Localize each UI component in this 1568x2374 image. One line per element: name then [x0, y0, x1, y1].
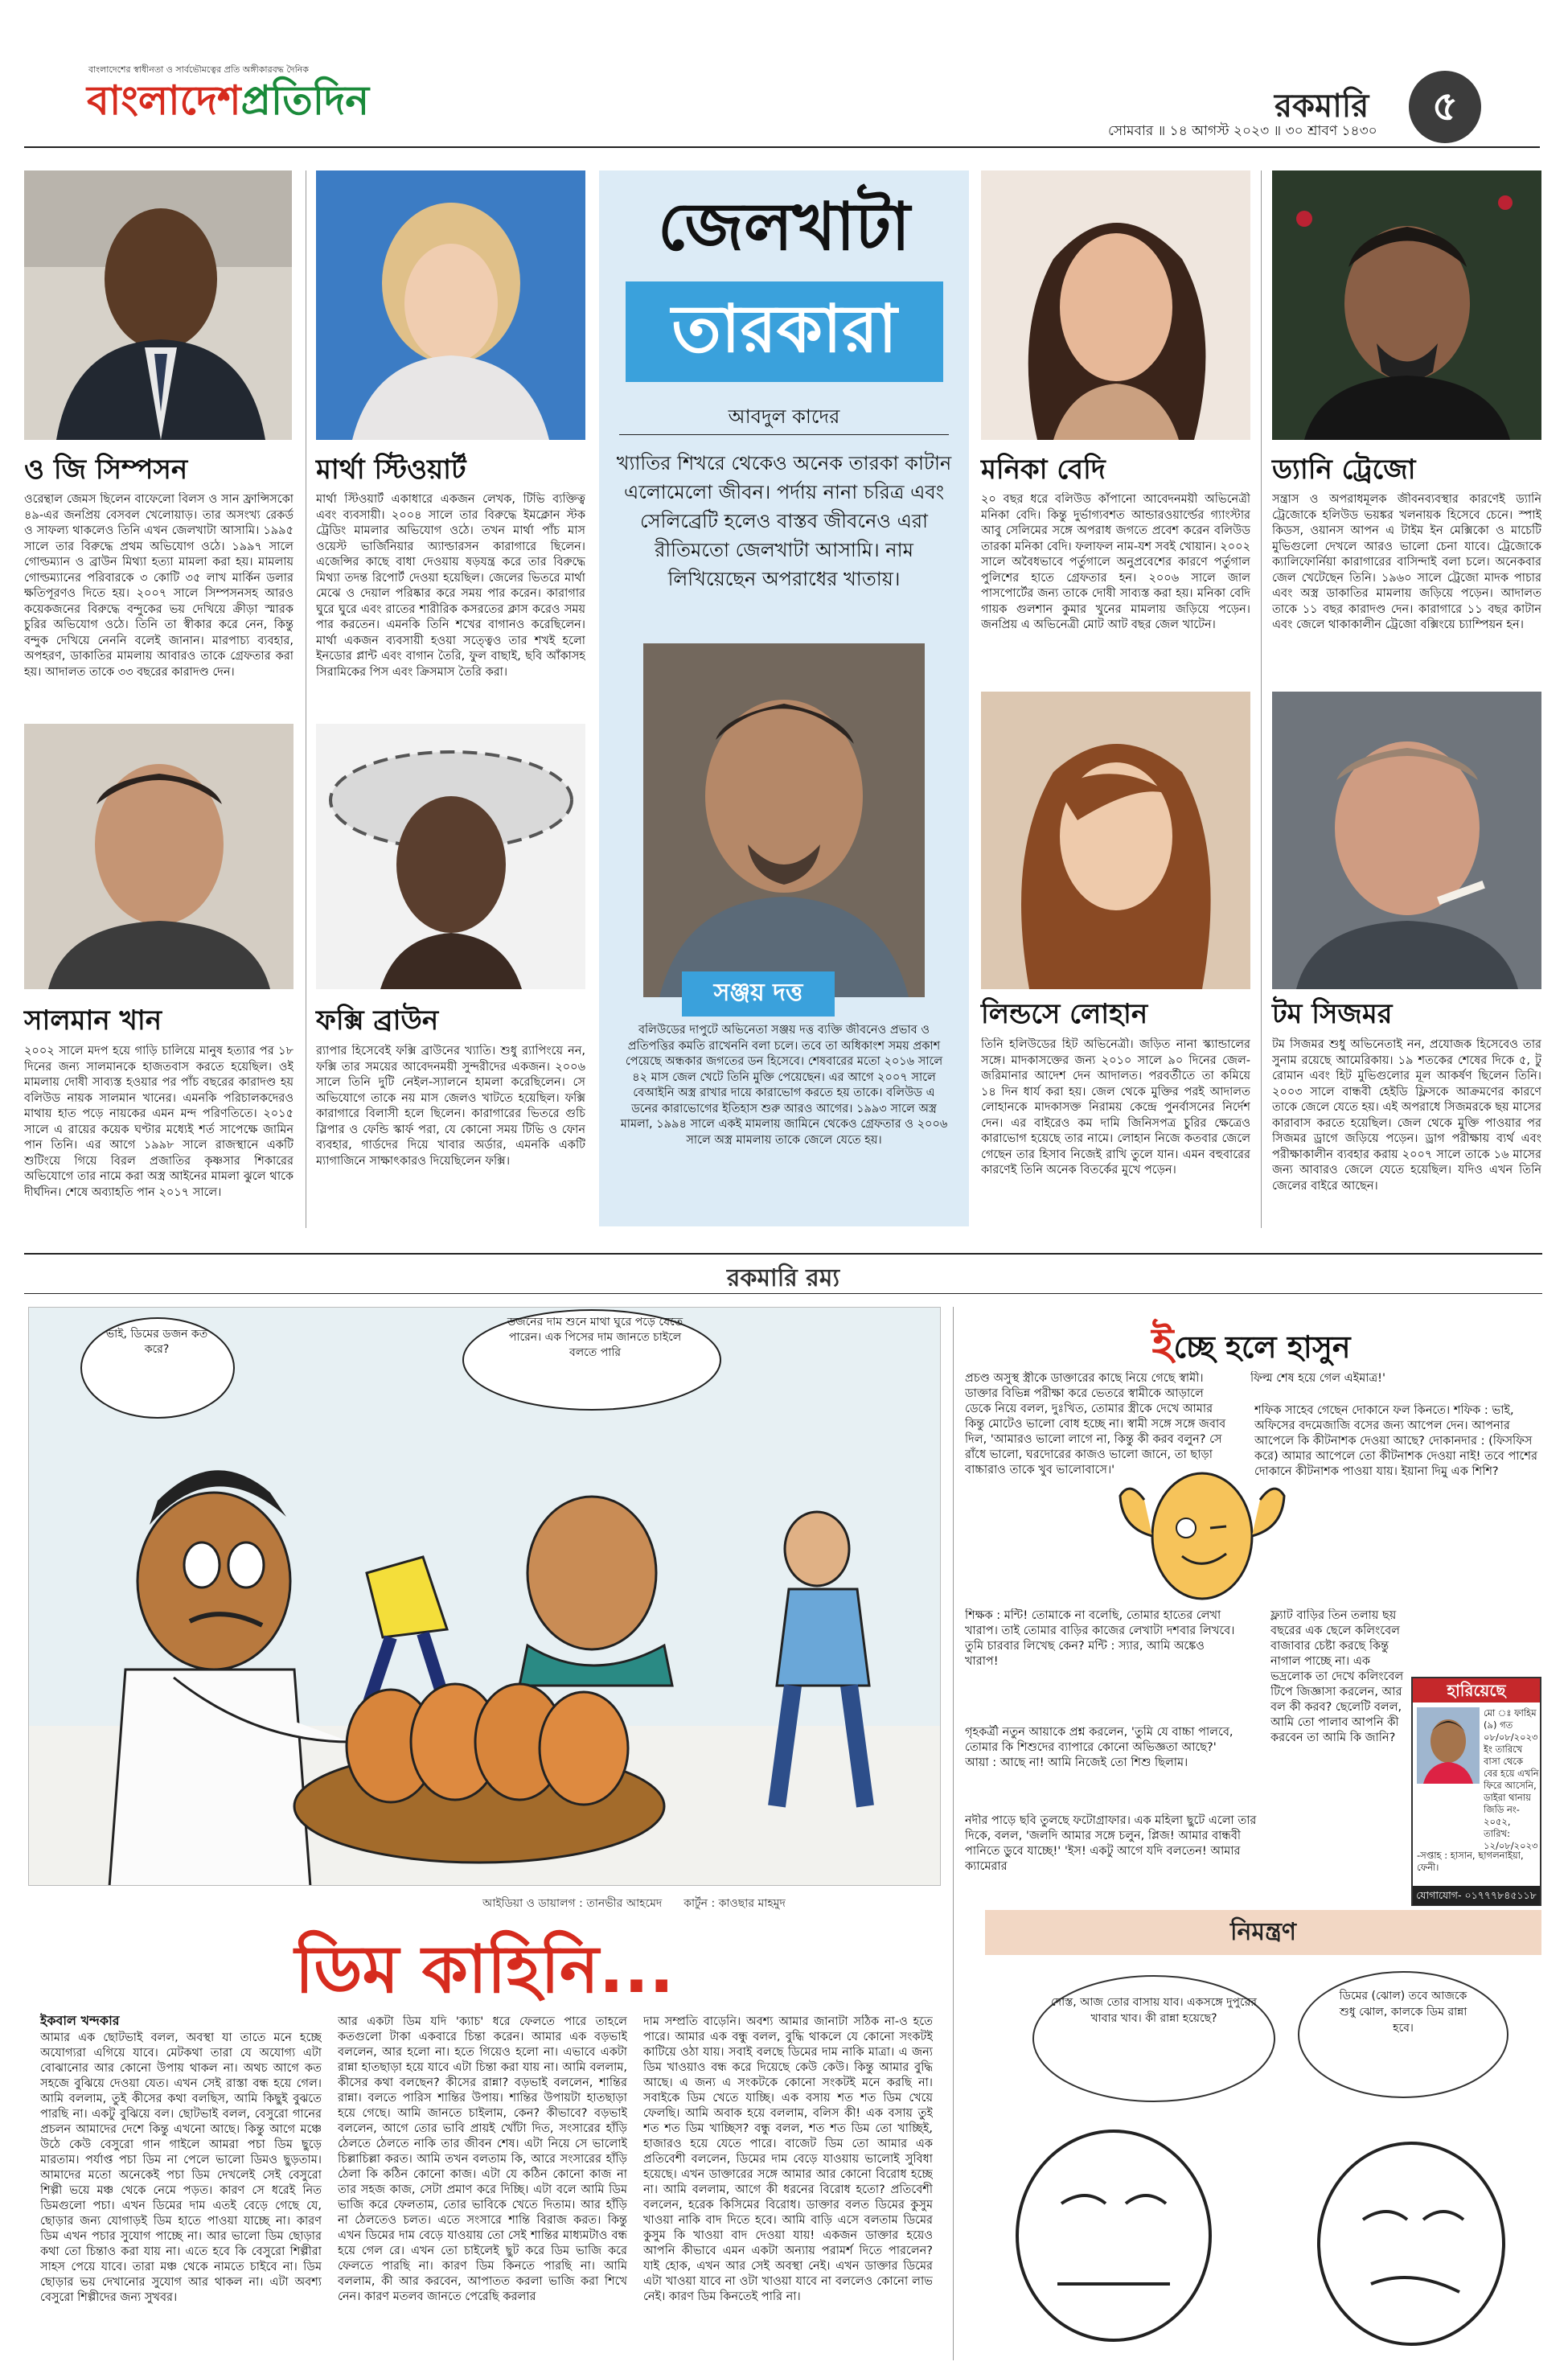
monica-bedi-photo — [981, 170, 1250, 440]
egg-cartoon — [28, 1307, 941, 1886]
bottom-col-divider — [953, 1307, 954, 2360]
issue-date: সোমবার ॥ ১৪ আগস্ট ২০২৩ ॥ ৩০ শ্রাবণ ১৪৩০ — [1108, 123, 1377, 139]
page-number: ৫ — [1431, 83, 1459, 129]
martha-stewart-name: মার্থা স্টিওয়ার্ট — [316, 454, 466, 486]
joke-2: শিক্ষক : মন্টি! তোমাকে না বলেছি, তোমার হাতের লেখা খারাপ। তাই তোমার বাড়ির কাজের লেখাটা দশবার লিখবে। তুমি চারবার লিখেছ কেন? মন্টি : স্যার, আমি অঙ্কেও খারাপ! — [965, 1609, 1235, 1668]
martha-stewart-photo — [316, 170, 585, 440]
foxy-brown-text: র‌্যাপার হিসেবেই ফক্সি ব্রাউনের খ্যাতি। শুধু র‌্যাপিংয়ে নন, ফক্সি তার সময়ের আবেদনময়ী সুন্দরীদের একজন। ২০০৬ সালে তিনি দুটি নেইল-স্যালনে হামলা করেছিলেন। সে অভিযোগে তাকে নয় মাস জেলও খাটতে হয়েছিল। ফক্সি কারাগারে বিলাসী হলে ছিলেন। কারাগারের ভিতরে গুচি স্লিপার ও ফেন্ডি স্কার্ফ পরা, যে কোনো সময় টিভি ও ফোন ব্যবহার, গার্ডদের দিয়ে খাবার অর্ডার, এমনকি একটি ম্যাগাজিনে সাক্ষাৎকারও দিয়েছিলেন ফক্সি। — [316, 1045, 585, 1168]
salman-khan-name: সালমান খান — [24, 1004, 162, 1037]
oj-simpson-name: ও জি সিম্পসন — [24, 454, 188, 486]
lindsay-lohan-name: লিন্ডসে লোহান — [981, 998, 1148, 1030]
logo-part2: প্রতিদিন — [240, 77, 370, 124]
egg-story-title: ডিম কাহিনি... — [294, 1932, 675, 2008]
cartoon-credits — [482, 1894, 786, 1913]
missing-child-photo — [1417, 1707, 1480, 1784]
oj-simpson-text: ওরেন্থাল জেমস ছিলেন বাফেলো বিলস ও সান ফ্রান্সিসকো ৪৯-এর জনপ্রিয় বেসবল খেলোয়াড়। তার অসংখ্য রেকর্ড ও সাফল্য থাকলেও তিনি এখন জেলখাটা আসামি। ১৯৯৫ সালে তার বিরুদ্ধে প্রথম অভিযোগ ওঠে। ১৯৯৭ সালে গোল্ডম্যান ও ব্রাউন মিথ্যা হত্যা মামলা করা হয়। মামলায় গোল্ডম্যানের পরিবারকে ৩ কোটি ৩৫ লাখ মার্কিন ডলার ক্ষতিপূরণও দিতে হয়। ২০০৭ সালে সিম্পসনসহ আরও কয়েকজনের বিরুদ্ধে বন্দুকের ভয় দেখিয়ে ক্রীড়া স্মারক চুরির অভিযোগ ওঠে। তিনি তা স্বীকার করে নেন, কিন্তু বন্দুক দেখিয়ে নেননি বলেই জানান। মারপাচ্য ব্যবহার, অপহরণ, ডাকাতির মামলায় আবারও তাকে গ্রেফতার করা হয়। আদালত তাকে ৩৩ বছরের কারাদণ্ড দেন। — [24, 493, 293, 679]
masthead-tagline: বাংলাদেশের স্বাধীনতা ও সার্বভৌমত্বের প্রতি অঙ্গীকারবদ্ধ দৈনিক — [88, 64, 309, 75]
sanjay-dutt-name: সঞ্জয় দত্ত — [682, 971, 835, 1017]
feature-title-line1: জেলখাটা — [658, 189, 910, 265]
feature-title-line2: তারকারা — [626, 281, 943, 382]
section-rule — [24, 1253, 1542, 1255]
missing-title: হারিয়েছে — [1413, 1678, 1540, 1702]
tom-sizemore-name: টম সিজমর — [1272, 998, 1393, 1030]
foxy-brown-name: ফক্সি ব্রাউন — [316, 1004, 439, 1037]
egg-mascot-illustration — [1106, 1456, 1299, 1608]
hasun-title — [961, 1311, 1541, 1381]
danny-trejo-photo — [1272, 170, 1541, 440]
egg-story-col1: আমার এক ছোটভাই বলল, অবস্থা যা তাতে মনে হচ্ছে অযোগ্যরা এগিয়ে যাবে। মেটকথা তারা যে অযোগ্য এটা বোঝানোর আর কোনো উপায় থাকল না। অথচ আগে কত সহজে বুঝিয়ে দেওয়া যেত। এখন সেই রাস্তা বন্ধ হয়ে গেল। আমি বললাম, তুই কীসের কথা বলছিস, আমি কিছুই বুঝতে পারছি না। একটু বুঝিয়ে বল। ছোটভাই বলল, বেসুরো গানের প্রচলন আমাদের দেশে কিন্তু এখনো আছে। কিন্তু আগে মঞ্চে উঠে কেউ বেসুরো গান গাইলে আমরা পচা ডিম ছুড়ে মারতাম। পর্যাপ্ত পচা ডিম না পেলে ভালো ডিমও ছুড়তাম। আমাদের মতো অনেকেই পচা ডিম দেখলেই সেই বেসুরো শিল্পী ভয়ে মঞ্চ থেকে নেমে পড়ত। কারণ সে ধরেই নিত ডিমগুলো পচা। এখন ডিমের দাম এতই বেড়ে গেছে যে, ছোড়ার জন্য যোগাড়ই ডিম হাতে পাওয়া যাচ্ছে না। কারণ ডিম এখন পচার সুযোগ পাচ্ছে না। আর ভালো ডিম ছোড়ার কথা তো চিন্তাও করা যায় না। এতে হবে কি বেসুরো শিল্পীরা সাহস পেয়ে যাবে। তারা মঞ্চ থেকে নামতে চাইবে না। ডিম ছোড়ার ভয় দেখানোর সুযোগ আর থাকল না। এটা অবশ্য বেসুরো শিল্পীদের জন্য সুখবর। — [40, 2031, 322, 2304]
logo[interactable] — [87, 76, 369, 125]
author-rule — [619, 434, 949, 435]
joke-6: ফ্ল্যাট বাড়ির তিন তলায় ছয় বছরের এক ছেলে কলিংবেল বাজাবার চেষ্টা করছে কিন্তু নাগাল পাচ্ছে না। এক ভদ্রলোক তা দেখে কলিংবেল টিপে জিজ্ঞাসা করলেন, আর বল কী করব? ছেলেটি বলল, আমি তো পালাব আপনি কী করবেন তা আমি কি জানি? — [1270, 1609, 1404, 1744]
joke-5: শফিক সাহেব গেছেন দোকানে ফল কিনতে। শফিক : ভাই, অফিসের বদমেজাজি বসের জন্য আপেল দেন। আপনার আপেলে কি কীটনাশক দেওয়া আছে? দোকানদার : (ফিসফিস করে) আমার আপেলে তো কীটনাশক দেওয়া নাই! তবে পাশের দোকানে কীটনাশক পাওয়া যায়। ইয়ানা দিমু এক শিশি? — [1254, 1404, 1537, 1478]
oj-simpson-photo — [24, 170, 292, 440]
lindsay-lohan-photo — [981, 692, 1250, 989]
logo-part1: বাংলাদেশ — [87, 77, 241, 124]
missing-sender: -সপ্তাহ : হাসান, ছাগলনাইয়া, ফেনী। — [1417, 1850, 1524, 1873]
sanjay-dutt-text: বলিউডের দাপুটে অভিনেতা সঞ্জয় দত্ত ব্যক্তি জীবনেও প্রভাব ও প্রতিপত্তির কমতি রাখেননি বলা চলে। তবে তা অধিকাংশ সময় প্রকাশ পেয়েছে অন্ধকার জগতের ডন হিসেবে। শেষবারের মতো ২০১৬ সালে ৪২ মাস জেল খেটে তিনি মুক্তি পেয়েছেন। এর আগে ২০০৭ সালে বেআইনি অস্ত্র রাখার দায়ে কারাভোগ করতে হয় তাকে। বলিউড এ ডনের কারাভোগের ইতিহাস শুরু আরও আগের। ১৯৯৩ সালে অস্ত্র মামলা, ১৯৯৪ সালে একই মামলায় জামিনে থেকেও গ্রেফতার ও ২০০৬ সালে অস্ত্র মামলায় তাকে জেলে যেতে হয়। — [620, 1024, 948, 1147]
joke-1: প্রচণ্ড অসুস্থ স্ত্রীকে ডাক্তারের কাছে নিয়ে গেছে স্বামী। ডাক্তার বিভিন্ন পরীক্ষা করে ভেতরে স্বামীকে আড়ালে ডেকে নিয়ে বলল, দুঃখিত, তোমার স্ত্রীকে দেখে আমার কিন্তু মোটেও ভালো বোধ হচ্ছে না। স্বামী সঙ্গে সঙ্গে জবাব দিল, 'আমারও ভালো লাগে না, কিন্তু কী করব বলুন? সে রাঁধে ভালো, ঘরদোরের কাজও ভালো জানে, তা ছাড়া বাচ্চারাও তাকে খুব ভালোবাসে।' — [965, 1372, 1226, 1477]
hasun-title-first: ই — [1151, 1320, 1174, 1368]
missing-contact[interactable]: যোগাযোগ- ০১৭৭৭৮৪৫১১৮ — [1413, 1886, 1540, 1905]
foxy-brown-photo — [316, 724, 585, 989]
rommo-section-title: রকমারি রম্য — [726, 1264, 840, 1292]
danny-trejo-text: সন্ত্রাস ও অপরাধমূলক জীবনব্যবস্থার কারণেই ড্যানি ট্রেজোকে হলিউড ভয়ঙ্কর খলনায়ক হিসেবে চেনে। স্পাই কিডস, ওয়ানস আপন এ টাইম ইন মেক্সিকো ও মাচেটি মুভিগুলো দেখলে আরও ভালো চেনা যাবে। ট্রেজোকে ক্যালিফোর্নিয়া কারাগারের বাসিন্দাই বলা চলে। অনেকবার জেল খেটেছেন তিনি। ১৯৬০ সালে ট্রেজো মাদক পাচার এবং অস্ত্র ডাকাতির মামলায় জড়িয়ে পড়েন। আদালত তাকে ১১ বছর কারাদণ্ড দেন। কারাগারে ১১ বছর কাটান এবং জেলে থাকাকালীন ট্রেজো বক্সিংয়ে চ্যাম্পিয়ন হন। — [1272, 493, 1541, 631]
salman-khan-text: ২০০২ সালে মদপ হয়ে গাড়ি চালিয়ে মানুষ হত্যার পর ১৮ দিনের জন্য সালমানকে হাজতবাস করতে হয়েছিল। ওই মামলায় দোষী সাব্যস্ত হওয়ার পর পাঁচ বছরের কারাদণ্ড হয় বলিউড নায়ক সালমান খানের। এমনকি পরিচালকদেরও মাথায় হাত পড়ে নায়কের এমন মন্দ পরিণতিতে। ২০১৫ সালে এ রায়ের কয়েক ঘণ্টার মধ্যেই শর্ত সাপেক্ষে জামিন পান তিনি। এর আগে ১৯৯৮ সালে রাজস্থানে একটি শুটিংয়ে গিয়ে বিরল প্রজাতির কৃষ্ণসার শিকারের অভিযোগে তার নামে করা অস্ত্র আইনের মামলা ঝুলে থাকে দীর্ঘদিন। শেষে অব্যাহতি পান ২০১৭ সালে। — [24, 1045, 293, 1199]
idea-credit: আইডিয়া ও ডায়ালগ : তানভীর আহমেদ — [482, 1897, 663, 1910]
cartoon-bubble-customer: ভাই, ডিমের ডজন কত করে? — [105, 1328, 208, 1356]
cartoon-credit: কার্টুন : কাওছার মাহমুদ — [683, 1897, 786, 1910]
masthead — [0, 0, 1568, 153]
missing-details: মো ঃ ফাহিম (৯) গত ০৮/০৮/২০২৩ ইং তারিখে বাসা থেকে বের হয়ে এখনি ফিরে আসেনি, ডাইরা থানায় জিডি নং- ২০৫২, তারিখ: ১২/০৮/২০২৩ — [1484, 1707, 1539, 1851]
salman-khan-photo — [24, 724, 293, 989]
nimontron-bubble-right: ডিমের (ঝোল) তবে আজকে শুধু ঝোল, কালকে ডিম রান্না হবে। — [1339, 1990, 1467, 2035]
egg-story-col2: আর একটা ডিম যদি 'ক্যাচ' ধরে ফেলতে পারে তাহলে কতগুলো টাকা একবারে চিন্তা করেন। আমার এক বড়ভাই বললেন, আর হলো না। হতে গিয়েও হলো না। এভাবে একটা রান্না হাতছাড়া হয়ে যাবে এটা চিন্তা করা যায় না। আমি বললাম, কীসের কথা বলছেন? কীসের রান্না? বড়ভাই বললেন, শান্তির রান্না। বলতে পারিস শান্তির উপায়। শান্তির উপায়টা হাতছাড়া হয়ে গেছে। আমি জানতে চাইলাম, কেন? কীভাবে? বড়ভাই বললেন, আগে তোর ভাবি প্রায়ই খোঁটা দিত, সংসারের হাঁড়ি ঠেলতে ঠেলতে নাকি তার জীবন শেষ। এটা নিয়ে সে ভালোই চিল্লাচিল্লা করত। আমি তখন বলতাম কি, আরে সংসারের হাঁড়ি ঠেলা কি কঠিন কোনো কাজ। এটা যে কঠিন কোনো কাজ না তার সহজ কাজ, সেটা প্রমাণ করে দিচ্ছি। এটা বলে আমি ডিম ভাজি করে ফেলতাম, তোর ভাবিকে খেতে দিতাম। আর হাঁড়ি না ঠেলতেও চলত। এতে সংসারে শান্তি বিরাজ করত। কিন্তু এখন ডিমের দাম বেড়ে যাওয়ায় তো সেই শান্তির মাধ্যমটাও বন্ধ হয়ে গেল রে। এখন তো চাইলেই ছুট করে ডিম ভাজি করে ফেলতে পারছি না। কারণ ডিম কিনতে পারছি না। আমি বললাম, কী আর করবেন, আপাতত করলা ভাজি করা শিখে নেন। কারণ মতলব জানতে পেরেছি করলার — [338, 2015, 627, 2303]
cartoon-bubble-seller: ডজনের দাম শুনে মাথা ঘুরে পড়ে যেতে পারেন। এক পিসের দাম জানতে চাইলে বলতে পারি — [507, 1316, 683, 1359]
danny-trejo-name: ড্যানি ট্রেজো — [1272, 454, 1416, 486]
joke-4: নদীর পাড়ে ছবি তুলছে ফটোগ্রাফার। এক মহিলা ছুটে এলো তার দিকে, বলল, 'জলদি আমার সঙ্গে চলুন, প্লিজ! আমার বান্ধবী পানিতে ডুবে যাচ্ছে!' 'ইস! একটু আগে যদি বলতেন! আমার ক্যামেরার — [965, 1814, 1257, 1873]
martha-stewart-text: মার্থা স্টিওয়ার্ট একাধারে একজন লেখক, টিভি ব্যক্তিত্ব এবং ব্যবসায়ী। ২০০৪ সালে তার বিরুদ্ধে ইমক্লোন স্টক ট্রেডিং মামলার অভিযোগ ওঠে। তখন মার্থা পাঁচ মাস ওয়েস্ট ভার্জিনিয়ার অ্যাল্ডারসন কারাগারে ছিলেন। এজেন্সির কাছে বাধা দেওয়ায় ষড়যন্ত্র করে তার বিরুদ্ধে মিথ্যা তদন্ত রিপোর্ট দেওয়া হয়েছিল। জেলের ভিতরে মার্থা মেঝে ও দেয়াল পরিষ্কার করে সময় পার করেন। কারাগার ঘুরে ঘুরে এবং রাতের শারীরিক কসরতের ক্লাস করেও সময় পার করতেন। এমনকি তিনি শখের বাগানও করেছিলেন। মার্থা একজন ব্যবসায়ী হওয়া সত্ত্বেও তার শখই হলো ইনডোর প্লান্ট এবং বাগান তৈরি, ফুল বাছাই, ছবি আঁকাসহ সিরামিকের পিস এবং ক্রিসমাস তৈরি করা। — [316, 493, 585, 679]
monica-bedi-name: মনিকা বেদি — [981, 454, 1106, 486]
tom-sizemore-photo — [1272, 692, 1541, 989]
nimontron-bubble-left: দোস্ত, আজ তোর বাসায় যাব। একসঙ্গে দুপুরের খাবার খাব। কী রান্না হয়েছে? — [1051, 1996, 1257, 2025]
page-number-badge — [1409, 71, 1481, 143]
lindsay-lohan-text: তিনি হলিউডের হিট অভিনেত্রী। জড়িত নানা স্ক্যান্ডালের সঙ্গে। মাদকাসক্তের জন্য ২০১০ সালে ৯০ দিনের জেল-জরিমানার আদেশ দেন আদালত। পরবর্তীতে তা কমিয়ে ১৪ দিন ধার্য করা হয়। জেল থেকে মুক্তির পরই আদালত লোহানকে মাদকাসক্ত নিরাময় কেন্দ্রে পুনর্বাসনের নির্দেশ দেন। এর বাইরেও কম দামি জিনিসপত্র চুরির ক্ষেত্রেও কারাভোগ হয়েছে তার নামে। লোহান নিজে কতবার জেলে গেছেন তার হিসাব নিজেই রাখি তুলে যান। এমন বহুবারের কারণেই তিনি অনেক বিতর্কের মুখে পড়েন। — [981, 1038, 1250, 1177]
col-divider — [1261, 170, 1262, 1228]
egg-story-author: ইকবাল খন্দকার — [40, 2013, 120, 2028]
nimontron-title: নিমন্ত্রণ — [1229, 1918, 1297, 1946]
monica-bedi-text: ২০ বছর ধরে বলিউড কাঁপানো আবেদনময়ী অভিনেত্রী মনিকা বেদি। কিন্তু দুর্ভাগ্যবশত আন্ডারওয়ার্ল্ডের গ্যাংস্টার আবু সেলিমের সঙ্গে অপরাধ জগতে প্রবেশ করেন বলিউড তারকা মনিকা বেদি। ফলাফল নাম-যশ সবই খোয়ান। ২০০২ সালে অবৈধভাবে পর্তুগালে অনুপ্রবেশের কারণে পর্তুগাল পুলিশের হাতে গ্রেফতার হন। ২০০৬ সালে জাল পাসপোর্টের জন্য তাকে দোষী সাব্যস্ত করা হয়। মনিকা বেদি গায়ক গুলশান কুমার খুনের মামলায় জড়িয়ে পড়েন। জনপ্রিয় এ অভিনেত্রী মোট আট বছর জেল খাটেন। — [981, 493, 1250, 631]
tom-sizemore-text: টম সিজমর শুধু অভিনেতাই নন, প্রযোজক হিসেবেও তার সুনাম রয়েছে আমেরিকায়। ১৯ শতকের শেষের দিকে ৫, টু রোমান এবং হিট মুভিগুলোর মূল আকর্ষণ ছিলেন তিনি। ২০০৩ সালে বান্ধবী হেইডি ফ্লিসকে আক্রমণের কারণে তাকে জেলে যেতে হয়। এই অপরাধে সিজমরকে ছয় মাসের কারাবাস করতে হয়েছিল। জেল থেকে মুক্তি পাওয়ার পর সিজমর ড্রাগে জড়িয়ে পড়েন। ড্রাগ পরীক্ষায় ব্যর্থ এবং পরীক্ষাকালীন ব্যবহার করায় ২০০৭ সালে তাকে ১৬ মাসের জন্য আবারও জেলে যেতে হয়েছিল। যদিও এখন তিনি জেলের বাইরে আছেন। — [1272, 1038, 1541, 1193]
sanjay-dutt-photo — [643, 643, 925, 997]
masthead-rule — [24, 146, 1540, 148]
section-rule — [24, 1293, 1542, 1294]
nimontron-header — [985, 1910, 1541, 1955]
feature-intro: খ্যাতির শিখরে থেকেও অনেক তারকা কাটান এলোমেলো জীবন। পর্দায় নানা চরিত্র এবং সেলিব্রেটি হলেও বাস্তব জীবনেও এরা রীতিমতো জেলখাটা আসামি। নাম লিখিয়েছেন অপরাধের খাতায়। — [616, 452, 952, 590]
egg-story-col3: দাম সম্প্রতি বাড়েনি। অবশ্য আমার জানাটা সঠিক না-ও হতে পারে। আমার এক বন্ধু বলল, বুদ্ধি থাকলে যে কোনো সংকটই কাটিয়ে ওঠা যায়। সবাই বলছে ডিমের দাম নাকি মাত্রা। এ জন্য ডিম খাওয়াও বন্ধ করে দিয়েছে কেউ কেউ। কিন্তু আমার বুদ্ধি আছে। এ জন্য এ সংকটকে কোনো সংকটই মনে করছি না। সবাইকে ডিম খেতে যাচ্ছি। এক বসায় শত শত ডিম খেয়ে ফেলছি। আমি অবাক হয়ে বললাম, বলিস কী! এক বসায় তুই শত শত ডিম খাচ্ছিস? বন্ধু বলল, শত শত ডিম তো খাচ্ছিই, হাজারও হয়ে যেতে পারে। বাজেট ডিম তো আমার এক প্রতিবেশী বললেন, ডিমের দাম বেড়ে যাওয়ায় ভালোই সুবিধা হয়েছে। এখন ডাক্তারের সঙ্গে আমার আর কোনো বিরোধ হচ্ছে না। আমি বললাম, আগে কী ধরনের বিরোধ হতো? প্রতিবেশী বললেন, হরেক কিসিমের বিরোধ। ডাক্তার বলত ডিমের কুসুম খাওয়া নাকি বাদ দিতে হবে। আমি বাড়ি এসে বলতাম ডিমের কুসুম কি খাওয়া বাদ দেওয়া যায়! একজন ডাক্তার হয়েও আপনি কীভাবে এমন একটা অন্যায় পরামর্শ দিতে পারলেন? যাই হোক, এখন আর সেই অবস্থা নেই। এখন ডাক্তার ডিমের এটা খাওয়া যাবে না ওটা খাওয়া যাবে না বললেও কোনো লাভ নেই। কারণ ডিম কিনতেই পারি না। — [643, 2015, 933, 2303]
feature-author: আবদুল কাদের — [728, 405, 840, 428]
section-label: রকমারি — [1275, 88, 1369, 125]
joke-3: গৃহকর্ত্রী নতুন আয়াকে প্রশ্ন করলেন, 'তুমি যে বাচ্চা পালবে, তোমার কি শিশুদের ব্যাপারে কোনো অভিজ্ঞতা আছে?' আয়া : আছে না! আমি নিজেই তো শিশু ছিলাম। — [965, 1726, 1233, 1769]
hasun-title-rest: চ্ছে হলে হাসুন — [1173, 1329, 1351, 1365]
joke-4-end: ফিল্ম শেষ হয়ে গেল এইমাত্র!' — [1250, 1372, 1385, 1385]
